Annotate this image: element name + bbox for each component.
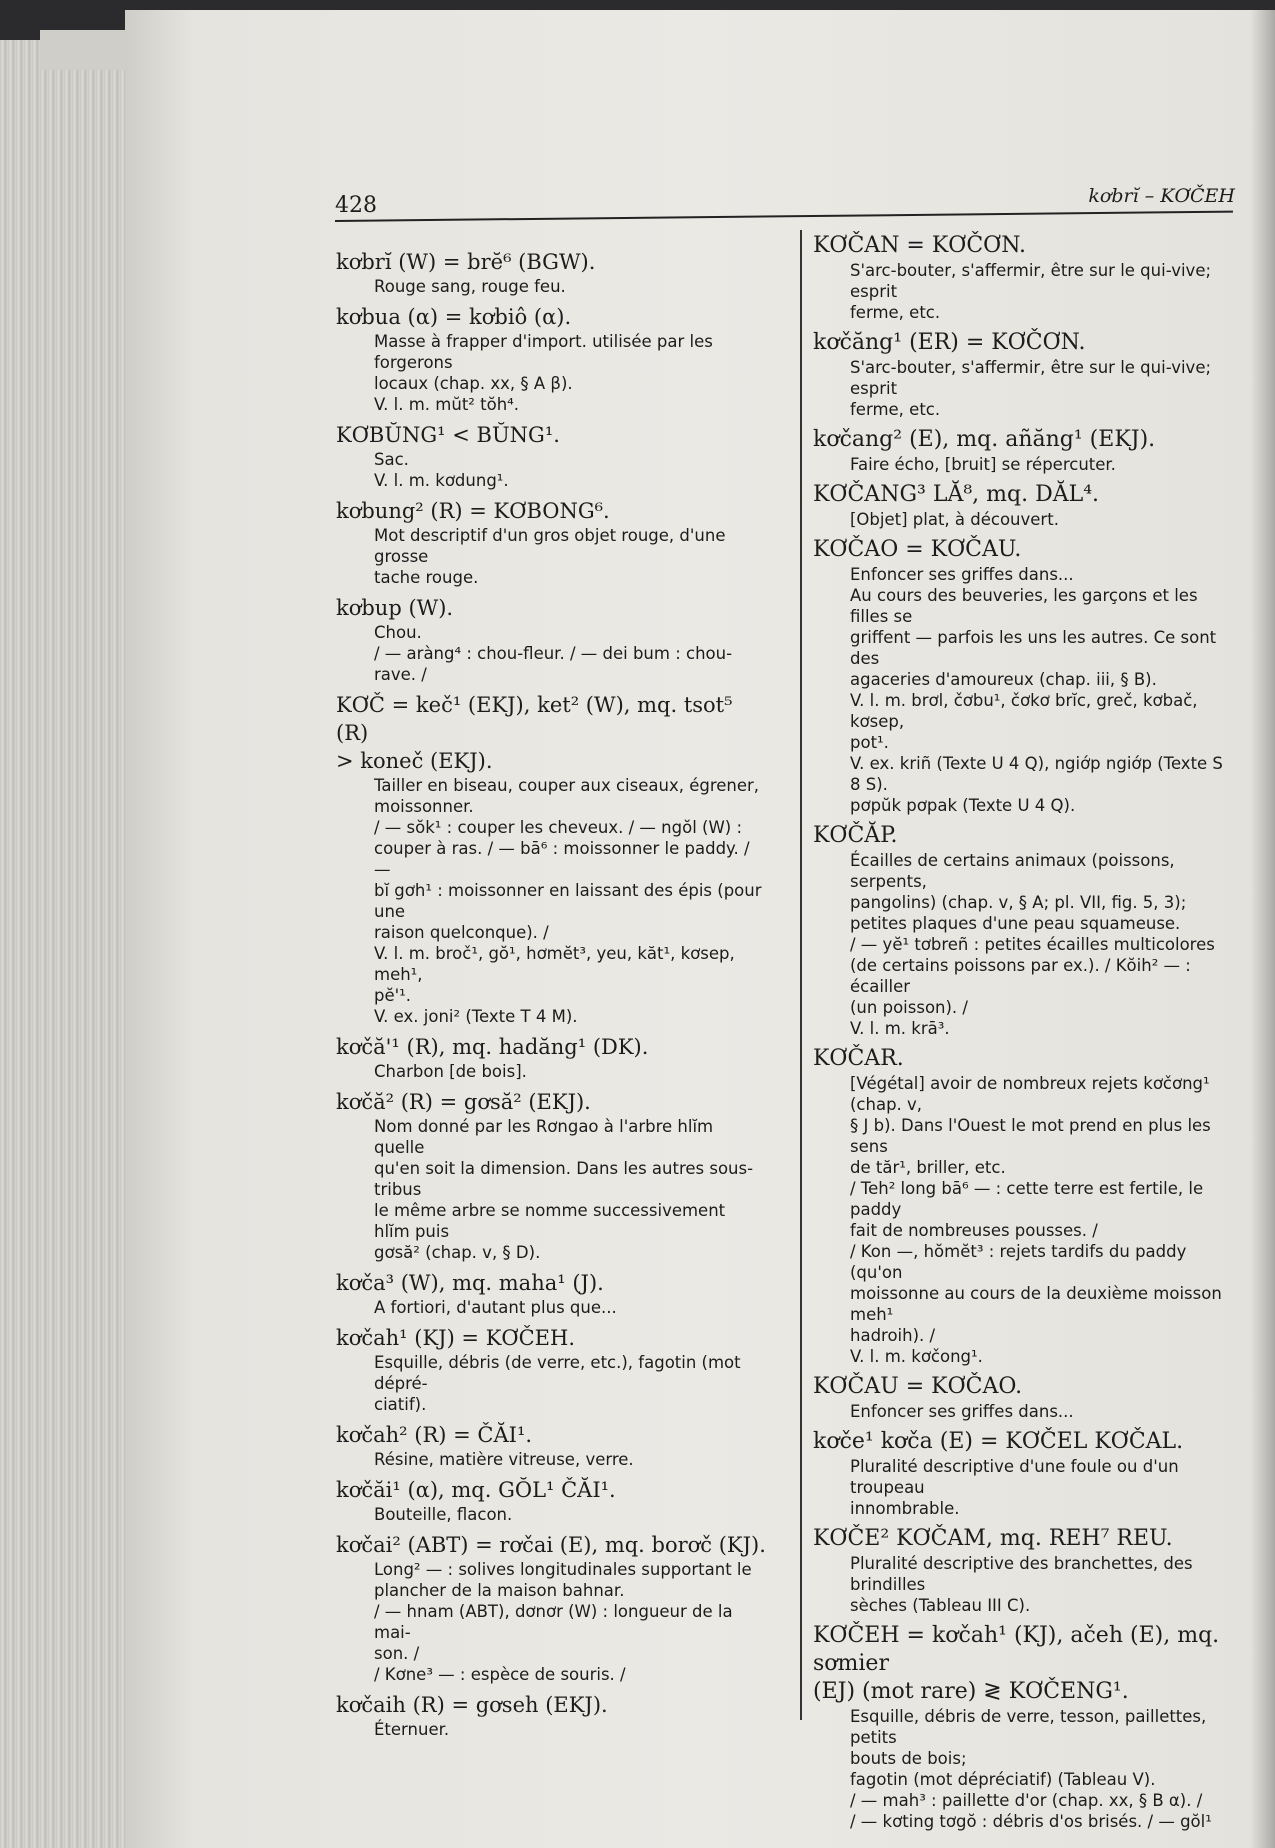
- dictionary-entry: [336, 594, 766, 685]
- guide-words: kơbrĭ – KƠČEH: [1088, 185, 1235, 207]
- entry-headword: KƠČĂP.: [813, 823, 898, 848]
- dictionary-entry: [336, 421, 766, 491]
- entry-headword: KƠČANG³ LĂ⁸, mq. DĂL⁴.: [813, 482, 1100, 507]
- dictionary-entry: [813, 1045, 1233, 1367]
- entry-headword: kơbua (α) = kơbiô (α).: [336, 305, 572, 329]
- entry-definition: Bouteille, flacon.: [374, 1505, 513, 1524]
- dictionary-entry: [813, 481, 1233, 530]
- entry-definition: Enfoncer ses griffes dans...: [850, 1402, 1074, 1421]
- dictionary-entry: [813, 1622, 1233, 1832]
- entry-definition: Pluralité descriptive d'une foule ou d'un troupeau innombrable.: [850, 1457, 1179, 1518]
- dictionary-entry: [813, 329, 1233, 420]
- entry-definition: Pluralité descriptive des branchettes, des brindilles sèches (Tableau III C).: [850, 1554, 1193, 1615]
- entry-headword: kơbup (W).: [336, 596, 454, 620]
- entry-headword: kơčăng¹ (ER) = KƠČƠN.: [813, 330, 1086, 355]
- dictionary-entry: [813, 1428, 1233, 1519]
- entry-headword: kơčă'¹ (R), mq. hadăng¹ (DK).: [336, 1035, 649, 1059]
- dictionary-entry: [813, 426, 1233, 475]
- dictionary-entry: [336, 248, 766, 297]
- entry-definition: Nom donné par les Rơngao à l'arbre hlĭm quelle qu'en soit la dimension. Dans les autres sous-tribus le même arbre se nomme successivement hlĭm puis gơsă² (chap. v, § D).: [374, 1117, 754, 1262]
- dictionary-entry: [813, 1525, 1233, 1616]
- entry-definition: Esquille, débris de verre, tesson, paillettes, petits bouts de bois; fagotin (mot dépréciatif) (Tableau V). / — mah³ : paillette d'or (chap. xx, § B α). / / — kơting tơgŏ : débris d'os brisés. / — gŏl¹: [850, 1707, 1212, 1831]
- entry-definition: A fortiori, d'autant plus que...: [374, 1298, 617, 1317]
- entry-headword: kơbrĭ (W) = brĕ⁶ (BGW).: [336, 250, 596, 274]
- entry-definition: Éternuer.: [374, 1720, 450, 1739]
- dictionary-entry: [813, 232, 1233, 323]
- entry-headword: KƠČ = keč¹ (EKJ), ket² (W), mq. tsot⁵ (R) > koneč (EKJ).: [336, 693, 733, 773]
- dictionary-entry: [336, 1269, 766, 1318]
- right-column: [813, 232, 1233, 1838]
- entry-definition: Sac. V. l. m. kơdung¹.: [374, 450, 509, 490]
- dictionary-entry: [336, 497, 766, 588]
- entry-definition: [Végétal] avoir de nombreux rejets kơčơng¹ (chap. v, § J b). Dans l'Ouest le mot prend en plus les sens de tăr¹, briller, etc. / Teh² long bā⁶ — : cette terre est fertile, le paddy fait de nombreuses pousses. / / Kon —, hŏmĕt³ : rejets tardifs du paddy (qu'on moissonne au cours de la deuxième moisson meh¹ hadroih). / V. l. m. kơčong¹.: [850, 1074, 1222, 1366]
- entry-headword: KƠBŬNG¹ < BŬNG¹.: [336, 423, 560, 447]
- entry-headword: kơčăi¹ (α), mq. GŎL¹ ČĂI¹.: [336, 1478, 616, 1502]
- entry-headword: KƠČE² KƠČAM, mq. REH⁷ REU.: [813, 1526, 1173, 1551]
- entry-headword: KƠČAO = KƠČAU.: [813, 537, 1022, 562]
- dictionary-entry: [336, 1476, 766, 1525]
- entry-headword: kơčang² (E), mq. añăng¹ (EKJ).: [813, 427, 1156, 452]
- entry-definition: Résine, matière vitreuse, verre.: [374, 1450, 634, 1469]
- dictionary-entry: [336, 1691, 766, 1740]
- entry-headword: KƠČEH = kơčah¹ (KJ), ačeh (E), mq. sơmier (EJ) (mot rare) ≷ KƠČENG¹.: [813, 1623, 1220, 1704]
- dictionary-entry: [336, 691, 766, 1027]
- page-curl-shadow: [1250, 10, 1275, 1848]
- dictionary-entry: [336, 303, 766, 415]
- entry-definition: S'arc-bouter, s'affermir, être sur le qui-vive; esprit ferme, etc.: [850, 261, 1212, 322]
- entry-headword: kơčai² (ABT) = rơčai (E), mq. borơč (KJ).: [336, 1533, 766, 1557]
- entry-definition: Faire écho, [bruit] se répercuter.: [850, 455, 1116, 474]
- entry-definition: S'arc-bouter, s'affermir, être sur le qui-vive; esprit ferme, etc.: [850, 358, 1212, 419]
- entry-headword: kơča³ (W), mq. maha¹ (J).: [336, 1271, 604, 1295]
- entry-definition: Chou. / — aràng⁴ : chou-fleur. / — dei bum : chou-rave. /: [374, 623, 733, 684]
- entry-definition: Rouge sang, rouge feu.: [374, 277, 566, 296]
- dictionary-entry: [336, 1088, 766, 1263]
- book-page-stack: [0, 40, 140, 1848]
- dictionary-entry: [336, 1033, 766, 1082]
- dictionary-entry: [336, 1324, 766, 1415]
- column-divider: [800, 230, 802, 1720]
- entry-headword: kơčah² (R) = ČĂI¹.: [336, 1423, 533, 1447]
- dictionary-entry: [813, 1373, 1233, 1422]
- dictionary-entry: [336, 1531, 766, 1685]
- entry-headword: KƠČAR.: [813, 1046, 904, 1071]
- entry-headword: kơčaih (R) = gơseh (EKJ).: [336, 1693, 608, 1717]
- entry-headword: kơbung² (R) = KƠBONG⁶.: [336, 499, 610, 523]
- entry-definition: Long² — : solives longitudinales supportant le plancher de la maison bahnar. / — hnam (ABT), dơnơr (W) : longueur de la mai- son. / / Kơne³ — : espèce de souris. /: [374, 1560, 752, 1684]
- page-number: 428: [335, 193, 377, 218]
- dictionary-entry: [813, 822, 1233, 1039]
- entry-definition: Enfoncer ses griffes dans... Au cours des beuveries, les garçons et les filles se griffent — parfois les uns les autres. Ce sont des agaceries d'amoureux (chap. iii, § B). V. l. m. brơl, čơbu¹, čơkơ brĭc, greč, kơbač, kơsep, pot¹. V. ex. kriñ (Texte U 4 Q), ngiớp ngiớp (Texte S 8 S). pơpŭk pơpak (Texte U 4 Q).: [850, 565, 1223, 815]
- dictionary-entry: [336, 1421, 766, 1470]
- entry-definition: Charbon [de bois].: [374, 1062, 527, 1081]
- entry-definition: Mot descriptif d'un gros objet rouge, d'une grosse tache rouge.: [374, 526, 726, 587]
- left-column: [336, 248, 766, 1746]
- entry-definition: Masse à frapper d'import. utilisée par les forgerons locaux (chap. xx, § A β). V. l. m. mŭt² tŏh⁴.: [374, 332, 713, 414]
- entry-definition: Esquille, débris (de verre, etc.), fagotin (mot dépré- ciatif).: [374, 1353, 741, 1414]
- dictionary-entry: [813, 536, 1233, 816]
- entry-definition: Écailles de certains animaux (poissons, serpents, pangolins) (chap. v, § A; pl. VII, fig. 5, 3); petites plaques d'une peau squameuse. / — yĕ¹ tơbreñ : petites écailles multicolores (de certains poissons par ex.). / Kŏih² — : écailler (un poisson). / V. l. m. krā³.: [850, 851, 1215, 1038]
- entry-definition: [Objet] plat, à découvert.: [850, 510, 1059, 529]
- entry-headword: kơčah¹ (KJ) = KƠČEH.: [336, 1326, 575, 1350]
- entry-headword: KƠČAU = KƠČAO.: [813, 1374, 1023, 1399]
- entry-headword: kơčă² (R) = gơsă² (EKJ).: [336, 1090, 591, 1114]
- entry-definition: Tailler en biseau, couper aux ciseaux, égrener, moissonner. / — sŏk¹ : couper les cheveux. / — ngŏl (W) : couper à ras. / — bā⁶ : moissonner le paddy. / — bĭ gơh¹ : moissonner en laissant des épis (pour une raison quelconque). / V. l. m. broč¹, gŏ¹, hơmĕt³, yeu, kăt¹, kơsep, meh¹, pĕ'¹. V. ex. joni² (Texte T 4 M).: [374, 776, 762, 1026]
- entry-headword: kơče¹ kơča (E) = KƠČEL KƠČAL.: [813, 1429, 1184, 1454]
- entry-headword: KƠČAN = KƠČƠN.: [813, 233, 1027, 258]
